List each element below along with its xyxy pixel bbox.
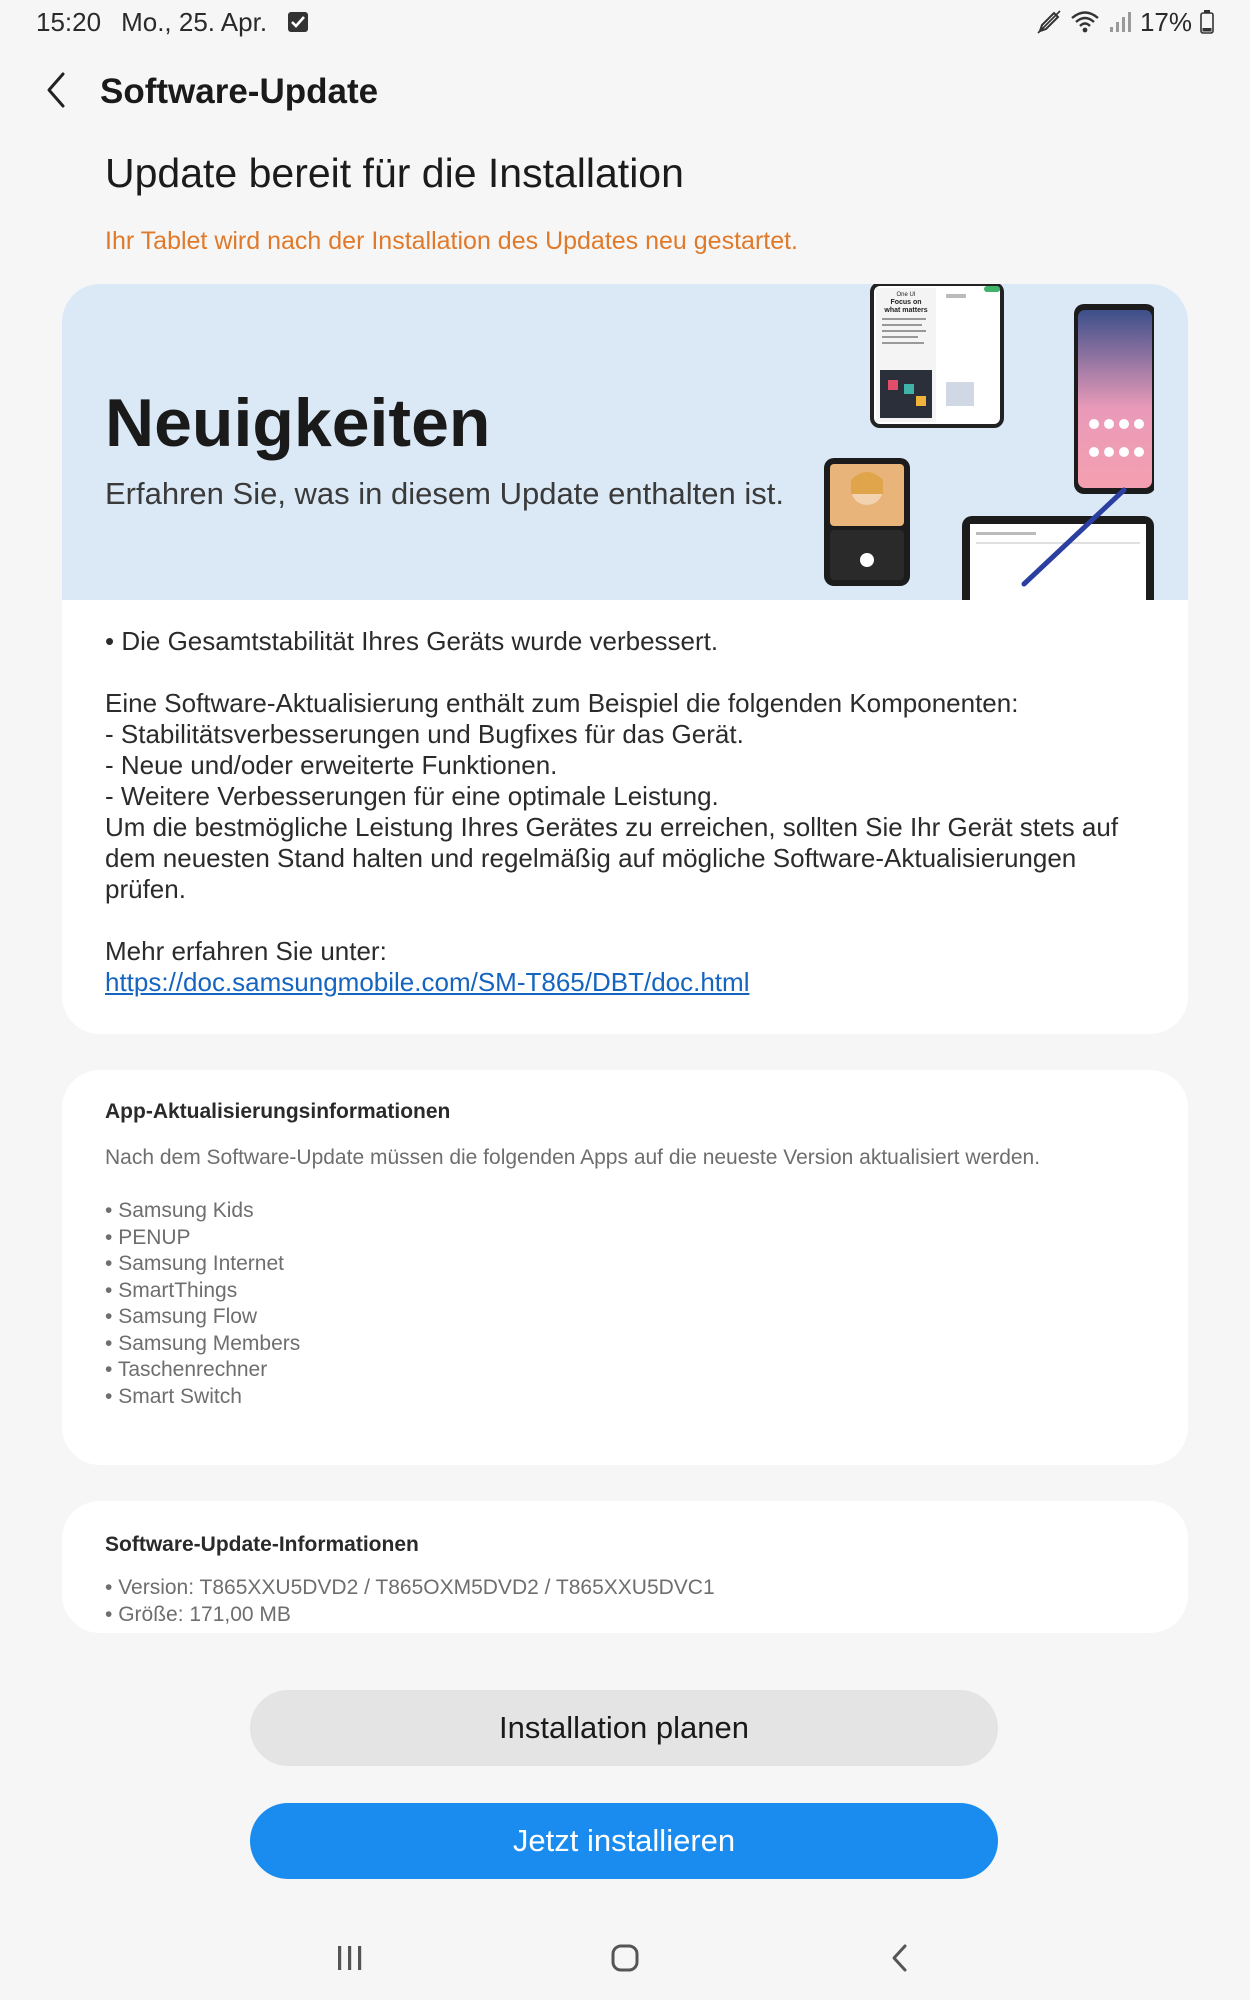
- notification-check-icon: [287, 11, 309, 33]
- battery-icon: [1200, 10, 1214, 34]
- software-info-list: [105, 1575, 1145, 1628]
- chevron-left-icon: [890, 1943, 910, 1978]
- art-text-line3: what matters: [884, 307, 928, 314]
- home-icon: [610, 1943, 640, 1978]
- app-update-list: [105, 1198, 1145, 1410]
- list-item: • Smart Switch: [105, 1384, 1145, 1411]
- news-card: [62, 284, 1188, 1034]
- size-info: • Größe: 171,00 MB: [105, 1602, 1145, 1629]
- signal-icon: [1108, 10, 1132, 34]
- news-hero: [62, 284, 1188, 600]
- page-title: Software-Update: [100, 72, 379, 111]
- news-title: Neuigkeiten: [105, 385, 491, 461]
- art-text-line1: One UI: [896, 292, 916, 298]
- battery-level: 17%: [1139, 6, 1192, 37]
- home-button[interactable]: [595, 1930, 655, 1990]
- list-item: • SmartThings: [105, 1278, 1145, 1305]
- list-item: • Samsung Flow: [105, 1304, 1145, 1331]
- list-item: • Samsung Kids: [105, 1198, 1145, 1225]
- news-subtitle: Erfahren Sie, was in diesem Update enthalten ist.: [105, 476, 784, 511]
- back-button[interactable]: [26, 62, 86, 122]
- status-bar: [0, 0, 1250, 44]
- status-date: Mo., 25. Apr.: [121, 6, 268, 37]
- app-update-title: App-Aktualisierungsinformationen: [105, 1100, 451, 1123]
- news-body: • Die Gesamtstabilität Ihres Geräts wurde verbessert. Eine Software-Aktualisierung enthält zum Beispiel die folgenden Komponenten: - Stabilitätsverbesserungen und Bugfixes für das Gerät. - Neue und/oder erweiterte Funktionen. - Weitere Verbesserungen für eine optimale Leistung. Um die bestmögliche Leistung Ihres Gerätes zu erreichen, sollten Sie Ihr Gerät stets auf dem neuesten Stand halten und regelmäßig auf mögliche Software-Aktualisierungen prüfen. Mehr erfahren Sie unter:: [105, 626, 1119, 966]
- pen-icon: [1036, 9, 1062, 35]
- list-item: • PENUP: [105, 1225, 1145, 1252]
- recent-apps-button[interactable]: [320, 1930, 380, 1990]
- install-now-button[interactable]: Jetzt installieren: [250, 1803, 998, 1879]
- main-content[interactable]: [62, 150, 1188, 1633]
- software-info-title: Software-Update-Informationen: [105, 1533, 419, 1556]
- recent-apps-icon: [335, 1944, 365, 1977]
- update-headline: Update bereit für die Installation: [105, 150, 684, 196]
- devices-illustration: [824, 284, 1154, 600]
- restart-note: Ihr Tablet wird nach der Installation des Updates neu gestartet.: [105, 227, 799, 255]
- app-update-info-card: [62, 1070, 1188, 1465]
- release-notes-link[interactable]: https://doc.samsungmobile.com/SM-T865/DBT/doc.html: [105, 967, 750, 997]
- list-item: • Samsung Members: [105, 1331, 1145, 1358]
- status-time: 15:20: [36, 6, 102, 37]
- schedule-install-button[interactable]: Installation planen: [250, 1690, 998, 1766]
- navigation-bar: [0, 1930, 1250, 1990]
- app-update-description: Nach dem Software-Update müssen die folgenden Apps auf die neueste Version aktualisiert werden.: [105, 1146, 1041, 1169]
- wifi-icon: [1070, 9, 1100, 35]
- list-item: • Samsung Internet: [105, 1251, 1145, 1278]
- version-info: • Version: T865XXU5DVD2 / T865OXM5DVD2 / T865XXU5DVC1: [105, 1575, 1145, 1602]
- software-update-info-card: [62, 1501, 1188, 1633]
- app-bar: [0, 60, 1250, 124]
- nav-back-button[interactable]: [870, 1930, 930, 1990]
- chevron-left-icon: [44, 70, 68, 115]
- art-text-line2: Focus on: [890, 299, 922, 306]
- list-item: • Taschenrechner: [105, 1357, 1145, 1384]
